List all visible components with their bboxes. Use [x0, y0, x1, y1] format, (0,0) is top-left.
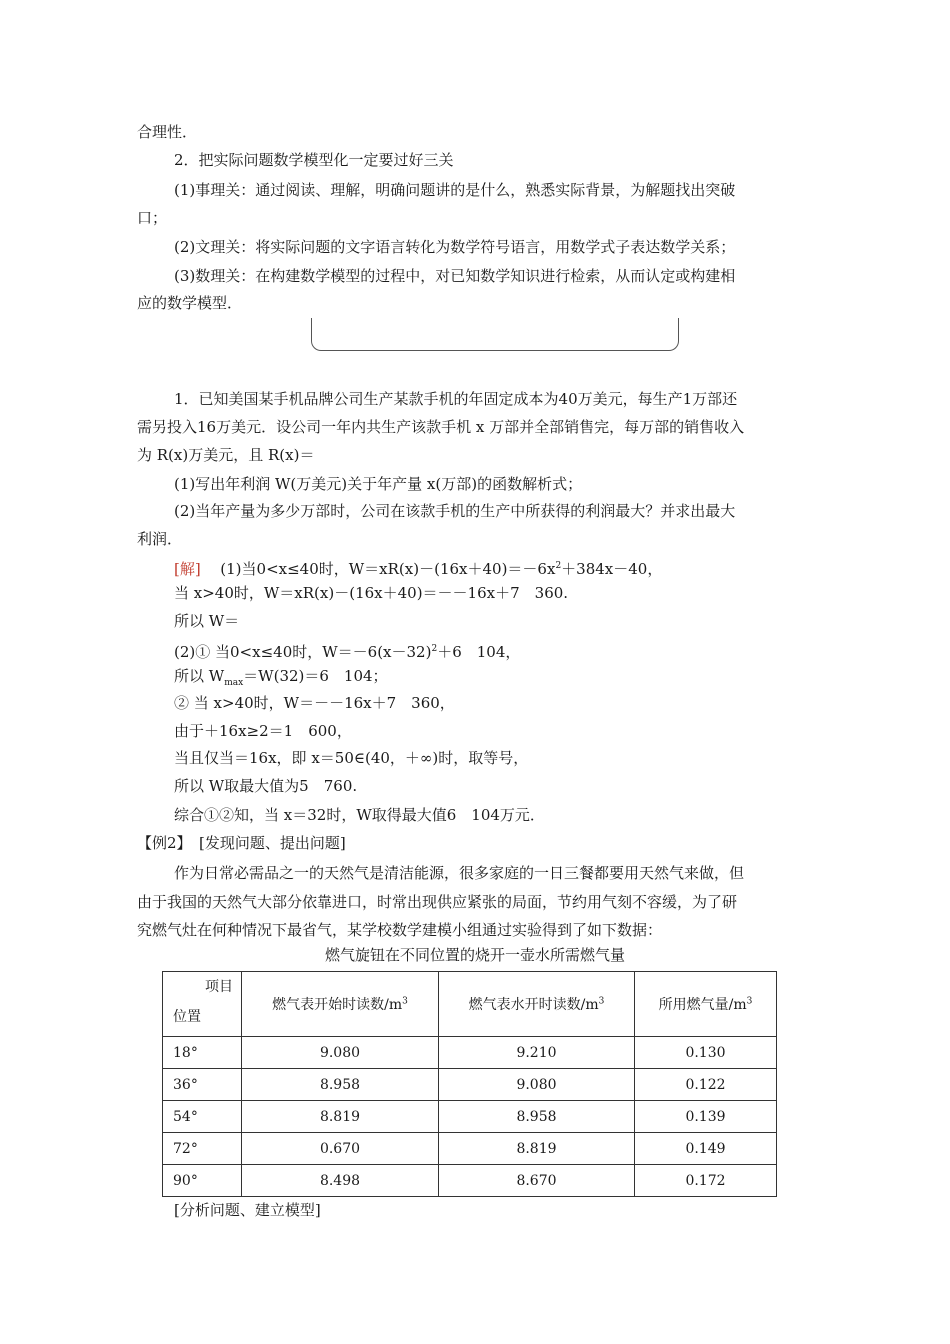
example2-line: 由于我国的天然气大部分依靠进口，时常出现供应紧张的局面，节约用气刻不容缓，为了研: [137, 893, 738, 911]
example1-line: 1．已知美国某手机品牌公司生产某款手机的年固定成本为40万美元，每生产1万部还: [174, 390, 738, 408]
header-text: 燃气表开始时读数/m: [272, 997, 403, 1013]
table-row: [163, 1037, 777, 1069]
header-text: 所用燃气量/m: [658, 997, 747, 1013]
solution-line: 所以 W取最大值为5 760.: [174, 777, 358, 795]
cell-end: 8.670: [439, 1165, 635, 1197]
example2-footer: [分析问题、建立模型]: [174, 1201, 321, 1219]
cell-used: 0.172: [635, 1165, 777, 1197]
table-header-row: [163, 972, 777, 1037]
intro-line: 口；: [137, 209, 168, 227]
table-row: [163, 1069, 777, 1101]
solution-line: [174, 639, 520, 662]
cell-start: 9.080: [242, 1037, 439, 1069]
solution-text: (2)① 当0<x≤40时，W＝－6(x－32): [174, 643, 432, 661]
table-row: [163, 1101, 777, 1133]
header-diagonal-cell: [163, 972, 242, 1037]
cell-used: 0.139: [635, 1101, 777, 1133]
cell-position: 36°: [163, 1069, 242, 1101]
cell-start: 8.958: [242, 1069, 439, 1101]
intro-line: (1)事理关：通过阅读、理解，明确问题讲的是什么，熟悉实际背景，为解题找出突破: [174, 181, 736, 199]
header-start-reading: [242, 972, 439, 1037]
solution-line: ② 当 x>40时，W＝－－16x＋7 360，: [174, 694, 455, 712]
header-text: 燃气表水开时读数/m: [468, 997, 599, 1013]
cell-used: 0.149: [635, 1133, 777, 1165]
intro-line: 合理性．: [137, 123, 198, 141]
solution-line: 综合①②知，当 x＝32时，W取得最大值6 104万元．: [174, 806, 545, 824]
cell-end: 8.819: [439, 1133, 635, 1165]
exponent: 3: [402, 996, 408, 1007]
header-end-reading: [439, 972, 635, 1037]
cell-start: 0.670: [242, 1133, 439, 1165]
example1-line: 为 R(x)万美元，且 R(x)＝: [137, 446, 315, 464]
intro-line: (2)文理关：将实际问题的文字语言转化为数学符号语言，用数学式子表达数学关系；: [174, 238, 736, 256]
intro-line: (3)数理关：在构建数学模型的过程中，对已知数学知识进行检索，从而认定或构建相: [174, 267, 736, 285]
example1-line: (2)当年产量为多少万部时，公司在该款手机的生产中所获得的利润最大？并求出最大: [174, 502, 736, 520]
example1-line: 需另投入16万美元．设公司一年内共生产该款手机 x 万部并全部销售完，每万部的销售收入: [137, 418, 745, 436]
solution-line: [174, 666, 388, 693]
solution-line: 当 x>40时，W＝xR(x)－(16x＋40)＝－－16x＋7 360.: [174, 584, 569, 602]
intro-line: 应的数学模型．: [137, 294, 243, 312]
solution-line: 当且仅当＝16x，即 x＝50∈(40，＋∞)时，取等号，: [174, 749, 529, 767]
example1-line: (1)写出年利润 W(万美元)关于年产量 x(万部)的函数解析式；: [174, 475, 583, 493]
cell-used: 0.122: [635, 1069, 777, 1101]
cell-position: 72°: [163, 1133, 242, 1165]
subscript: max: [224, 678, 244, 688]
header-gas-used: [635, 972, 777, 1037]
solution-text: 所以 W: [174, 667, 225, 685]
cell-start: 8.819: [242, 1101, 439, 1133]
header-item-label: 项目: [205, 979, 233, 995]
solution-text: ＝W(32)＝6 104；: [243, 667, 388, 685]
table-title: 燃气旋钮在不同位置的烧开一壶水所需燃气量: [324, 946, 625, 964]
cell-position: 54°: [163, 1101, 242, 1133]
table-row: [163, 1165, 777, 1197]
cell-position: 18°: [163, 1037, 242, 1069]
example1-line: 利润．: [137, 530, 183, 548]
exponent: 2: [555, 561, 562, 571]
exponent: 3: [746, 996, 753, 1007]
example2-line: 究燃气灶在何种情况下最省气，某学校数学建模小组通过实验得到了如下数据：: [137, 921, 663, 939]
table-row: [163, 1133, 777, 1165]
solution-tag: [解]: [174, 560, 201, 578]
cell-used: 0.130: [635, 1037, 777, 1069]
header-position-label: 位置: [173, 1009, 201, 1025]
exponent: 3: [598, 996, 605, 1007]
cell-position: 90°: [163, 1165, 242, 1197]
gas-usage-table: [162, 971, 777, 1197]
solution-line: 由于＋16x≥2＝1 600，: [174, 722, 352, 740]
cell-end: 9.080: [439, 1069, 635, 1101]
cell-start: 8.498: [242, 1165, 439, 1197]
example2-heading: 【例2】 [发现问题、提出问题]: [137, 834, 346, 852]
cell-end: 9.210: [439, 1037, 635, 1069]
solution-line: [174, 556, 662, 579]
solution-text: ＋384x－40，: [561, 560, 663, 578]
cell-end: 8.958: [439, 1101, 635, 1133]
solution-line: 所以 W＝: [174, 612, 240, 630]
intro-line: 2．把实际问题数学模型化一定要过好三关: [174, 151, 454, 169]
solution-text: ＋6 104，: [437, 643, 521, 661]
example2-line: 作为日常必需品之一的天然气是清洁能源，很多家庭的一日三餐都要用天然气来做，但: [174, 864, 745, 882]
solution-text: (1)当0<x≤40时，W＝xR(x)－(16x＋40)＝－6x: [220, 560, 556, 578]
section-bracket-box: [311, 318, 679, 351]
exponent: 2: [431, 644, 438, 654]
